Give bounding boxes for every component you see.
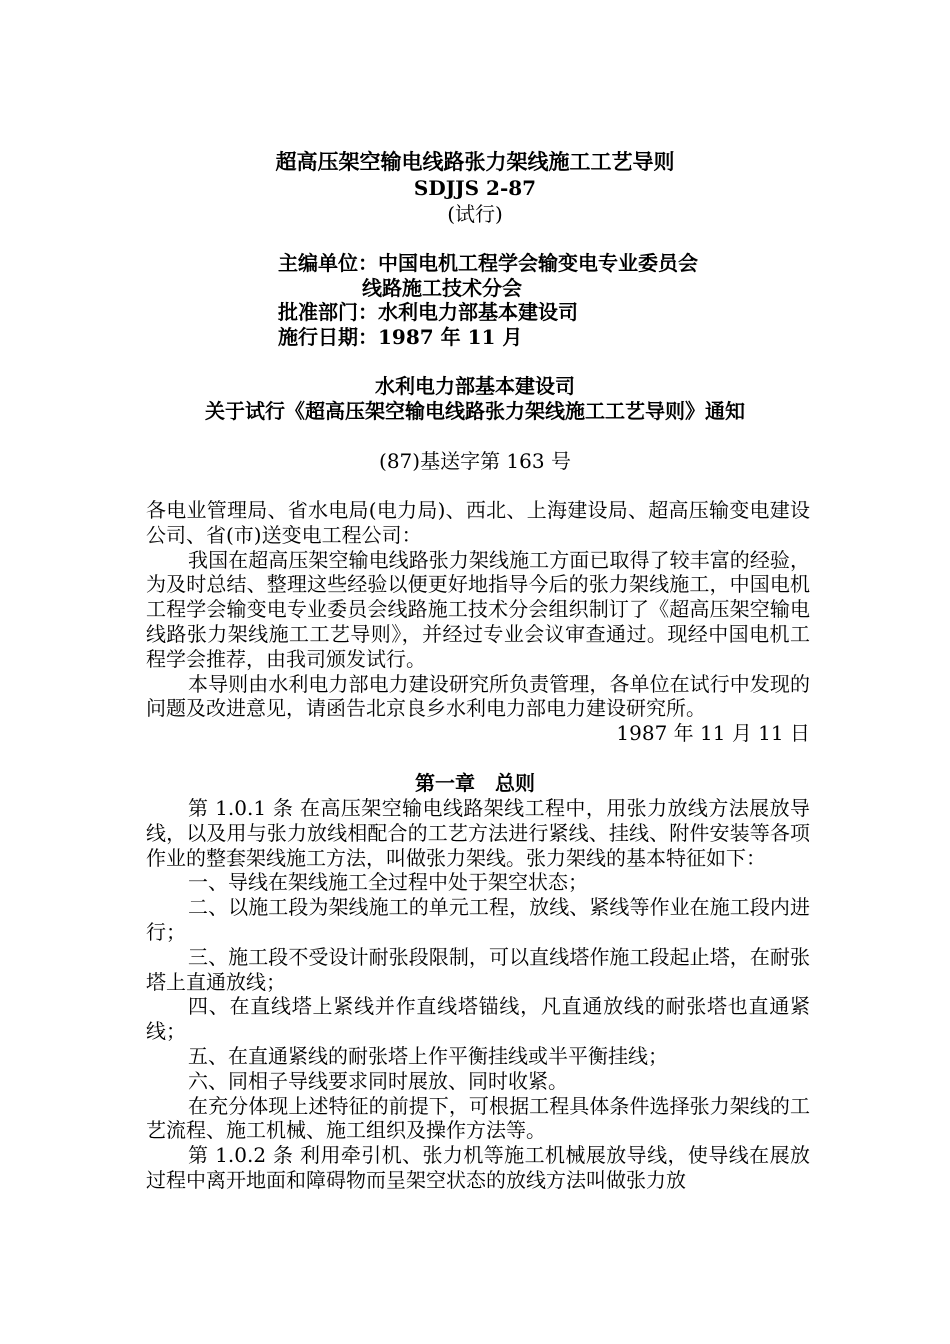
date-label: 施行日期： <box>278 325 378 349</box>
approver-row <box>278 300 578 325</box>
date-row <box>278 325 522 350</box>
editor-label: 主编单位： <box>278 251 378 275</box>
list-item: 三、施工段不受设计耐张段限制，可以直线塔作施工段起止塔，在耐张塔上直通放线； <box>146 944 810 994</box>
list-item: 四、在直线塔上紧线并作直线塔锚线，凡直通放线的耐张塔也直通紧线； <box>146 994 810 1044</box>
document-title: 超高压架空输电线路张力架线施工工艺导则 <box>275 149 675 174</box>
chapter-heading: 第一章 总则 <box>415 771 535 795</box>
editor-value: 中国电机工程学会输变电专业委员会 <box>378 251 698 275</box>
list-item: 一、导线在架线施工全过程中处于架空状态； <box>188 870 588 895</box>
trial-note: (试行) <box>447 202 503 226</box>
list-item: 六、同相子导线要求同时展放、同时收紧。 <box>188 1068 568 1093</box>
notice-body <box>146 498 810 746</box>
list-item: 五、在直通紧线的耐张塔上作平衡挂线或半平衡挂线； <box>188 1043 668 1068</box>
approver-label: 批准部门： <box>278 300 378 324</box>
article-1-0-1: 第 1.0.1 条 在高压架空输电线路架线工程中，用张力放线方法展放导线，以及用与张力放线相配合的工艺方法进行紧线、挂线、附件安装等各项作业的整套架线施工方法，叫做张力架线。张力架线的基本特征如下： <box>146 796 810 870</box>
editor-value-line2: 线路施工技术分会 <box>362 276 522 300</box>
notice-title-line1: 水利电力部基本建设司 <box>375 374 575 398</box>
editor-row <box>278 251 698 276</box>
notice-signed-date: 1987 年 11 月 11 日 <box>616 721 810 746</box>
notice-paragraph-2: 本导则由水利电力部电力建设研究所负责管理，各单位在试行中发现的问题及改进意见，请函告北京良乡水利电力部电力建设研究所。 <box>146 671 810 721</box>
approver-value: 水利电力部基本建设司 <box>378 300 578 324</box>
list-item: 二、以施工段为架线施工的单元工程，放线、紧线等作业在施工段内进行； <box>146 895 810 944</box>
summary-paragraph: 在充分体现上述特征的前提下，可根据工程具体条件选择张力架线的工艺流程、施工机械、施工组织及操作方法等。 <box>146 1093 810 1143</box>
date-value: 1987 年 11 月 <box>378 325 523 349</box>
chapter-body <box>146 796 810 1193</box>
notice-recipients: 各电业管理局、省水电局(电力局)、西北、上海建设局、超高压输变电建设公司、省(市)送变电工程公司： <box>146 498 810 547</box>
notice-title-line2: 关于试行《超高压架空输电线路张力架线施工工艺导则》通知 <box>205 399 745 423</box>
article-1-0-2: 第 1.0.2 条 利用牵引机、张力机等施工机械展放导线，使导线在展放过程中离开地面和障碍物而呈架空状态的放线方法叫做张力放 <box>146 1143 810 1192</box>
notice-paragraph-1: 我国在超高压架空输电线路张力架线施工方面已取得了较丰富的经验，为及时总结、整理这些经验以便更好地指导今后的张力架线施工，中国电机工程学会输变电专业委员会线路施工技术分会组织制订了《超高压架空输电线路张力架线施工工艺导则》，并经过专业会议审查通过。现经中国电机工程学会推荐，由我司颁发试行。 <box>146 547 810 671</box>
standard-code: SDJJS 2-87 <box>413 176 537 200</box>
document-number: (87)基送字第 163 号 <box>379 449 571 473</box>
